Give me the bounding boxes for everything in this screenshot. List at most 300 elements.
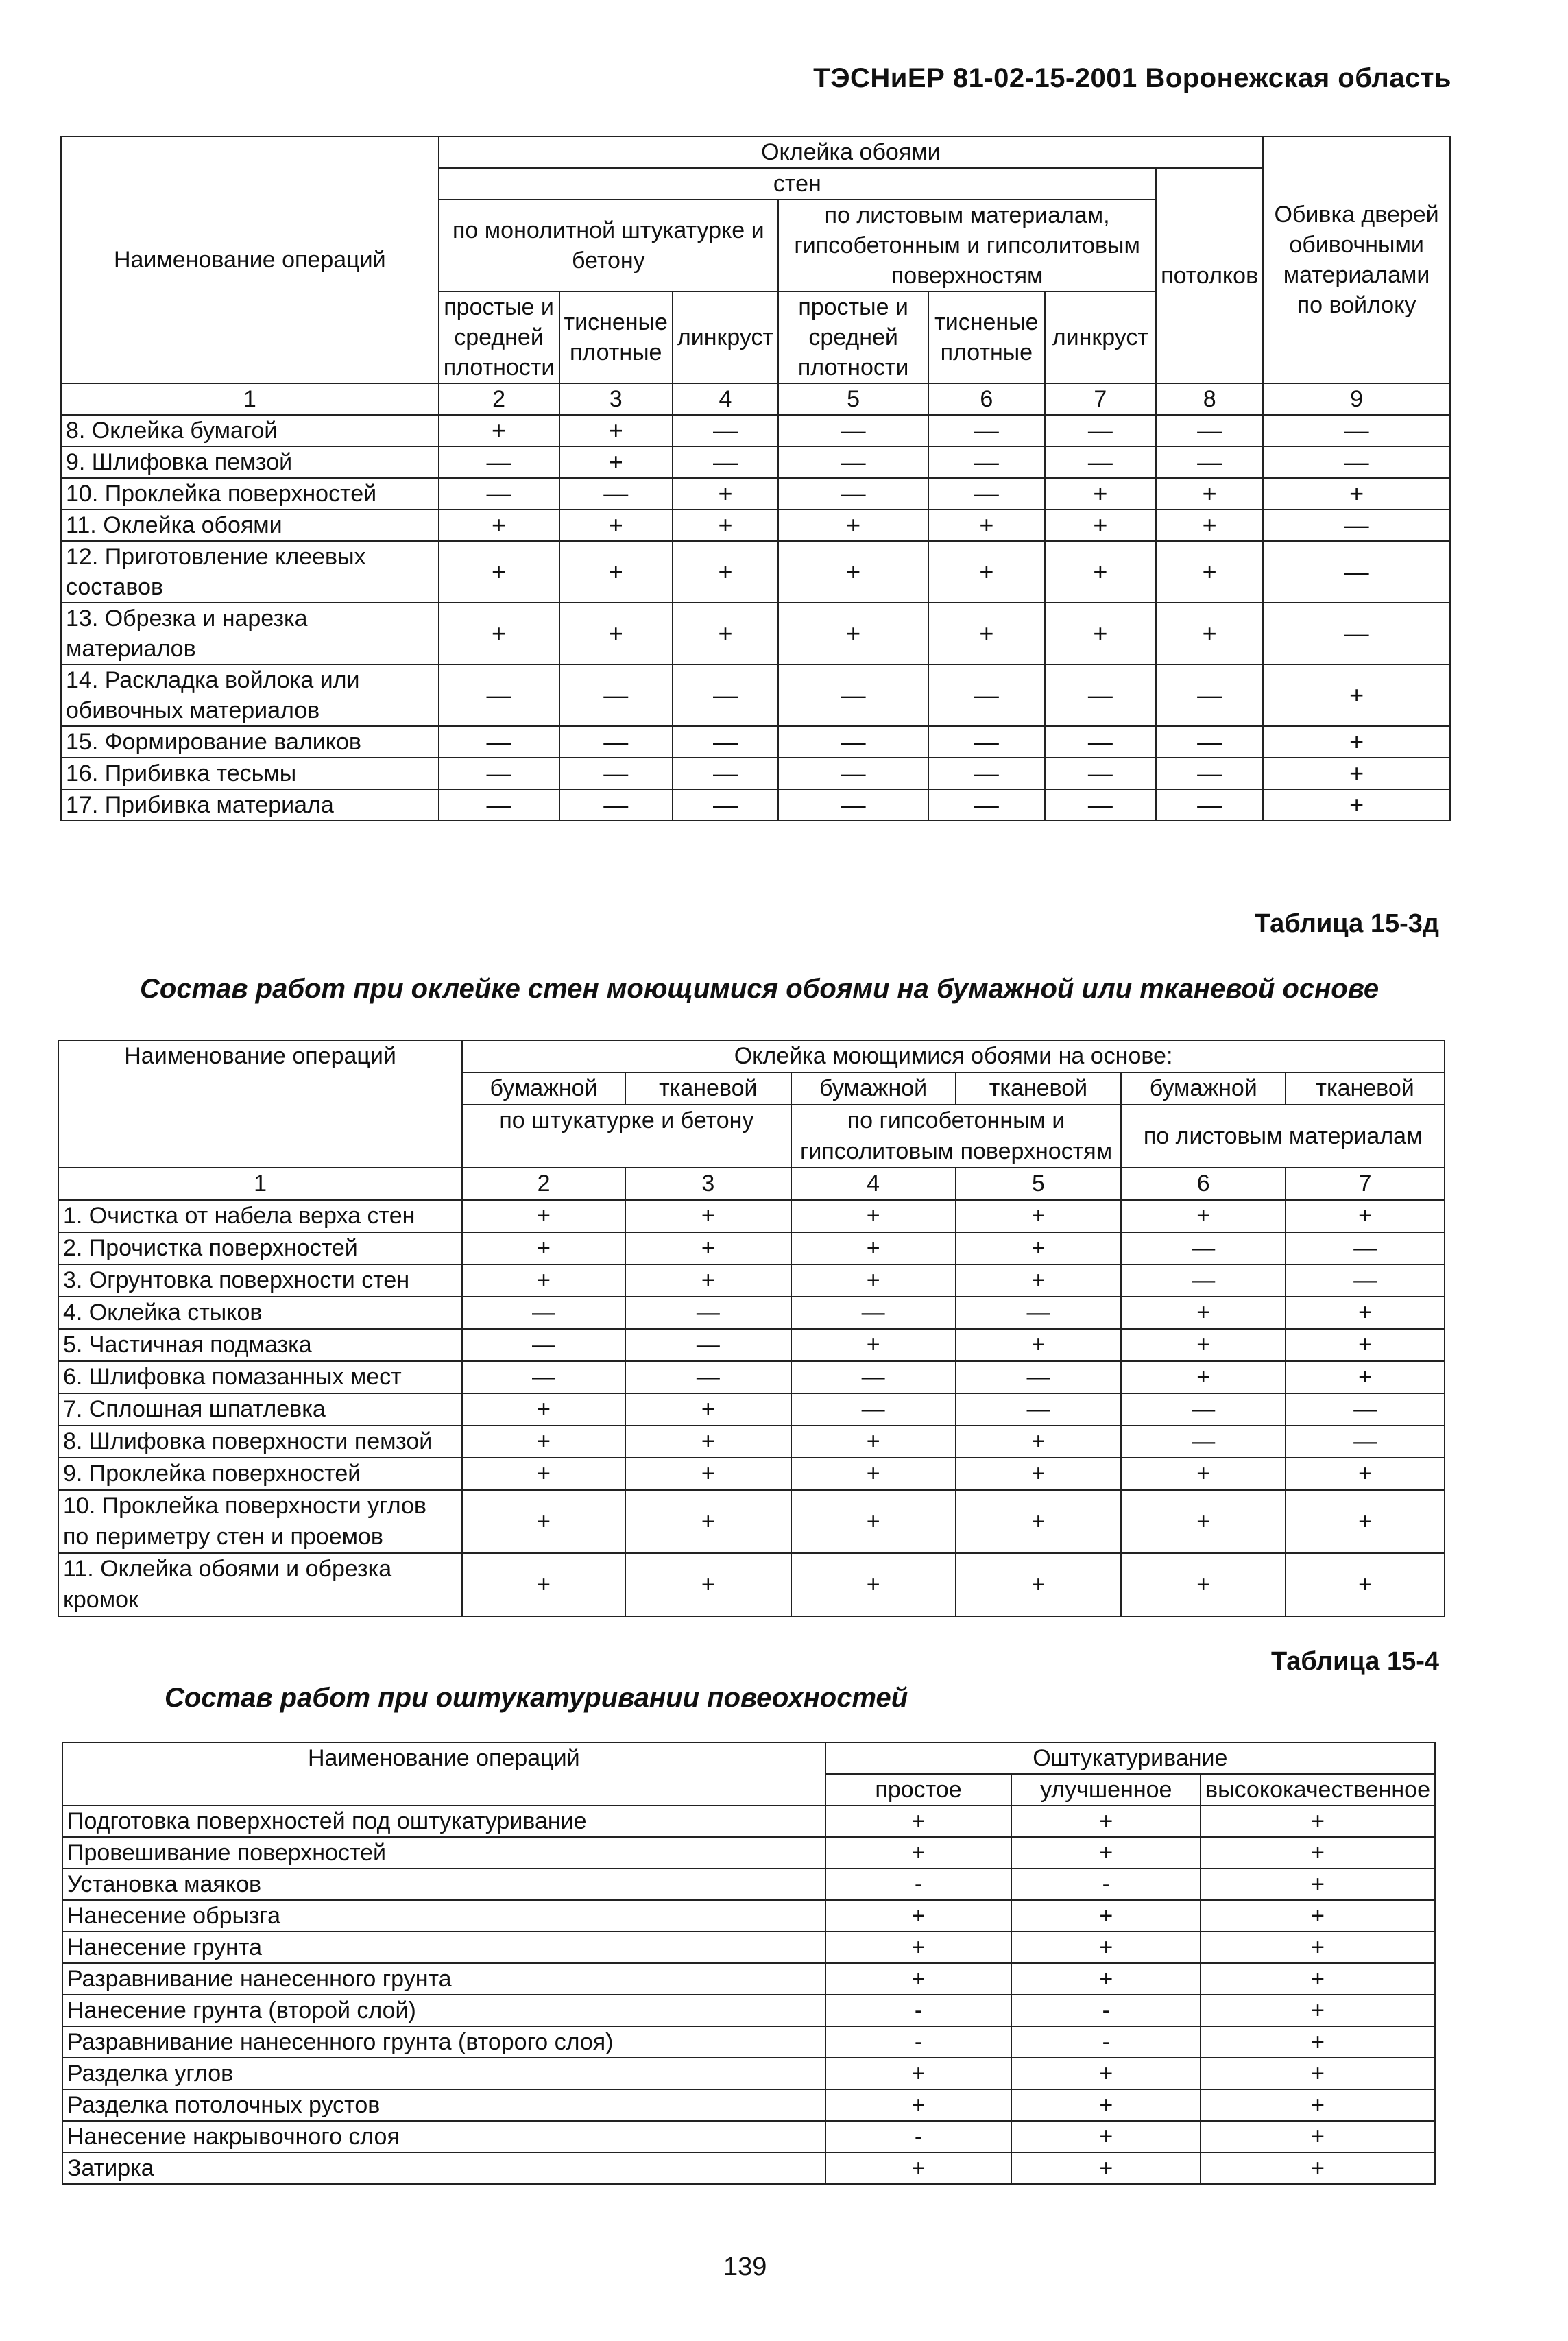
value-cell: +	[791, 1264, 956, 1297]
table-row	[58, 1264, 1445, 1297]
header-obivka: Обивка дверей обивочными материалами по войлоку	[1263, 136, 1450, 383]
value-cell: +	[1286, 1329, 1445, 1361]
value-cell: —	[1286, 1264, 1445, 1297]
table-wallpaper-operations	[60, 136, 1451, 821]
table-row	[58, 1200, 1445, 1232]
value-cell: +	[1201, 1963, 1435, 1995]
value-cell: +	[778, 541, 928, 603]
value-cell: +	[462, 1264, 625, 1297]
value-cell: -	[1011, 1869, 1201, 1900]
value-cell: —	[1045, 664, 1157, 726]
operation-name-cell: 11. Оклейка обоями и обрезка кромок	[58, 1553, 462, 1616]
table-row	[58, 1393, 1445, 1426]
value-cell: +	[825, 2058, 1012, 2089]
table-row	[62, 1932, 1435, 1963]
header-group-listovye: по листовым материалам	[1121, 1105, 1445, 1168]
operation-name-cell: Нанесение обрызга	[62, 1900, 825, 1932]
header-col7: линкруст	[1045, 291, 1157, 383]
value-cell: +	[791, 1329, 956, 1361]
operation-name-cell: 8. Оклейка бумагой	[61, 415, 439, 446]
operation-name-cell: Разравнивание нанесенного грунта (второго слоя)	[62, 2026, 825, 2058]
value-cell: —	[439, 446, 559, 478]
value-cell: +	[825, 1963, 1012, 1995]
value-cell: —	[1156, 726, 1263, 758]
value-cell: +	[559, 541, 673, 603]
header-bumazhnoj: бумажной	[462, 1072, 625, 1105]
value-cell: +	[1156, 603, 1263, 664]
header-vysokokachestvennoe: высококачественное	[1201, 1774, 1435, 1805]
value-cell: —	[625, 1297, 791, 1329]
value-cell: +	[1011, 2058, 1201, 2089]
operation-name-cell: 4. Оклейка стыков	[58, 1297, 462, 1329]
value-cell: +	[778, 603, 928, 664]
value-cell: +	[1286, 1297, 1445, 1329]
value-cell: —	[439, 726, 559, 758]
value-cell: +	[956, 1553, 1122, 1616]
value-cell: +	[825, 1932, 1012, 1963]
table-row	[58, 1458, 1445, 1490]
value-cell: —	[791, 1393, 956, 1426]
value-cell: +	[625, 1200, 791, 1232]
operation-name-cell: Разделка потолочных рустов	[62, 2089, 825, 2121]
value-cell: +	[825, 2089, 1012, 2121]
col-num: 7	[1045, 383, 1157, 415]
header-group-gipsobeton: по гипсобетонным и гипсолитовым поверхностям	[791, 1105, 1122, 1168]
col-num: 3	[625, 1168, 791, 1200]
value-cell: -	[825, 2121, 1012, 2152]
value-cell: +	[956, 1426, 1122, 1458]
table-row	[61, 415, 1450, 446]
table-row	[62, 1900, 1435, 1932]
value-cell: —	[1121, 1232, 1286, 1264]
operation-name-cell: 10. Проклейка поверхности углов по периметру стен и проемов	[58, 1490, 462, 1553]
operation-name-cell: 2. Прочистка поверхностей	[58, 1232, 462, 1264]
operation-name-cell: 12. Приготовление клеевых составов	[61, 541, 439, 603]
value-cell: —	[956, 1361, 1122, 1393]
value-cell: +	[462, 1553, 625, 1616]
value-cell: —	[928, 789, 1044, 821]
operation-name-cell: 9. Шлифовка пемзой	[61, 446, 439, 478]
value-cell: +	[462, 1393, 625, 1426]
value-cell: +	[1286, 1200, 1445, 1232]
header-operation-name: Наименование операций	[58, 1040, 462, 1168]
table-row	[62, 2058, 1435, 2089]
value-cell: —	[1286, 1426, 1445, 1458]
operation-name-cell: 1. Очистка от набела верха стен	[58, 1200, 462, 1232]
table-row	[61, 541, 1450, 603]
table2-label: Таблица 15-3д	[1254, 909, 1439, 938]
value-cell: +	[1201, 1932, 1435, 1963]
value-cell: +	[1011, 1932, 1201, 1963]
value-cell: —	[1263, 509, 1450, 541]
table-row	[62, 1995, 1435, 2026]
header-operation-name: Наименование операций	[61, 136, 439, 383]
value-cell: —	[928, 446, 1044, 478]
value-cell: +	[462, 1200, 625, 1232]
col-num: 8	[1156, 383, 1263, 415]
value-cell: —	[778, 726, 928, 758]
operation-name-cell: 6. Шлифовка помазанных мест	[58, 1361, 462, 1393]
value-cell: —	[559, 789, 673, 821]
value-cell: +	[1201, 1900, 1435, 1932]
value-cell: +	[673, 603, 778, 664]
value-cell: +	[439, 603, 559, 664]
value-cell: +	[439, 509, 559, 541]
col-num: 5	[778, 383, 928, 415]
value-cell: -	[825, 1869, 1012, 1900]
header-bumazhnoj: бумажной	[791, 1072, 956, 1105]
value-cell: +	[1011, 2121, 1201, 2152]
value-cell: —	[673, 415, 778, 446]
header-prostoe: простое	[825, 1774, 1012, 1805]
operation-name-cell: 15. Формирование валиков	[61, 726, 439, 758]
header-tkanevoj: тканевой	[1286, 1072, 1445, 1105]
operation-name-cell: 7. Сплошная шпатлевка	[58, 1393, 462, 1426]
value-cell: +	[791, 1426, 956, 1458]
value-cell: +	[559, 603, 673, 664]
col-num: 1	[61, 383, 439, 415]
value-cell: +	[956, 1458, 1122, 1490]
table-row	[62, 2121, 1435, 2152]
value-cell: +	[673, 478, 778, 509]
header-operation-name: Наименование операций	[62, 1742, 825, 1805]
col-num: 2	[462, 1168, 625, 1200]
value-cell: —	[1263, 446, 1450, 478]
value-cell: -	[1011, 2026, 1201, 2058]
value-cell: —	[462, 1329, 625, 1361]
value-cell: +	[956, 1232, 1122, 1264]
value-cell: +	[956, 1490, 1122, 1553]
header-bumazhnoj: бумажной	[1121, 1072, 1286, 1105]
value-cell: —	[439, 664, 559, 726]
table-row	[61, 789, 1450, 821]
value-cell: —	[1121, 1426, 1286, 1458]
value-cell: —	[1156, 664, 1263, 726]
header-col6: тисненые плотные	[928, 291, 1044, 383]
col-num: 6	[928, 383, 1044, 415]
table-row	[62, 2152, 1435, 2184]
operation-name-cell: Разделка углов	[62, 2058, 825, 2089]
value-cell: +	[1011, 1805, 1201, 1837]
value-cell: —	[778, 415, 928, 446]
value-cell: +	[1201, 1995, 1435, 2026]
value-cell: —	[1121, 1393, 1286, 1426]
value-cell: +	[559, 415, 673, 446]
value-cell: —	[928, 726, 1044, 758]
table3-title: Состав работ при оштукатуривании повеохностей	[165, 1683, 908, 1713]
header-listovye: по листовым материалам, гипсобетонным и гипсолитовым поверхностям	[778, 200, 1156, 291]
table3-label: Таблица 15-4	[1271, 1647, 1439, 1676]
value-cell: —	[1121, 1264, 1286, 1297]
value-cell: +	[559, 509, 673, 541]
value-cell: —	[673, 758, 778, 789]
value-cell: +	[439, 541, 559, 603]
value-cell: +	[1011, 1900, 1201, 1932]
value-cell: +	[462, 1426, 625, 1458]
value-cell: +	[1045, 478, 1157, 509]
value-cell: +	[462, 1490, 625, 1553]
value-cell: —	[559, 664, 673, 726]
value-cell: +	[791, 1458, 956, 1490]
operation-name-cell: Установка маяков	[62, 1869, 825, 1900]
table-row	[58, 1329, 1445, 1361]
value-cell: +	[1286, 1490, 1445, 1553]
value-cell: +	[928, 509, 1044, 541]
value-cell: +	[625, 1458, 791, 1490]
value-cell: +	[928, 603, 1044, 664]
operation-name-cell: Подготовка поверхностей под оштукатуривание	[62, 1805, 825, 1837]
value-cell: —	[1045, 758, 1157, 789]
value-cell: —	[439, 478, 559, 509]
value-cell: +	[791, 1200, 956, 1232]
col-num: 4	[791, 1168, 956, 1200]
value-cell: +	[1156, 541, 1263, 603]
operation-name-cell: 8. Шлифовка поверхности пемзой	[58, 1426, 462, 1458]
value-cell: —	[559, 758, 673, 789]
header-col5: простые и средней плотности	[778, 291, 928, 383]
table-row	[58, 1426, 1445, 1458]
table-row	[61, 478, 1450, 509]
operation-name-cell: 13. Обрезка и нарезка материалов	[61, 603, 439, 664]
value-cell: -	[1011, 1995, 1201, 2026]
value-cell: -	[825, 2026, 1012, 2058]
value-cell: —	[1045, 789, 1157, 821]
value-cell: +	[1156, 478, 1263, 509]
value-cell: —	[778, 664, 928, 726]
value-cell: +	[1011, 1963, 1201, 1995]
table-row	[58, 1297, 1445, 1329]
value-cell: —	[778, 446, 928, 478]
table-row	[58, 1490, 1445, 1553]
value-cell: +	[1121, 1458, 1286, 1490]
value-cell: +	[439, 415, 559, 446]
operation-name-cell: 11. Оклейка обоями	[61, 509, 439, 541]
col-num: 3	[559, 383, 673, 415]
table-row	[61, 726, 1450, 758]
table-washable-wallpaper	[58, 1040, 1445, 1617]
header-col4: линкруст	[673, 291, 778, 383]
value-cell: +	[1011, 2152, 1201, 2184]
value-cell: +	[1263, 789, 1450, 821]
table-row	[61, 509, 1450, 541]
value-cell: +	[673, 541, 778, 603]
value-cell: —	[778, 789, 928, 821]
value-cell: —	[673, 446, 778, 478]
value-cell: +	[1286, 1361, 1445, 1393]
value-cell: +	[1011, 1837, 1201, 1869]
value-cell: +	[928, 541, 1044, 603]
operation-name-cell: 14. Раскладка войлока или обивочных материалов	[61, 664, 439, 726]
header-potolkov: потолков	[1156, 168, 1263, 383]
header-monolit: по монолитной штукатурке и бетону	[439, 200, 779, 291]
col-num: 6	[1121, 1168, 1286, 1200]
col-num: 2	[439, 383, 559, 415]
value-cell: +	[1121, 1297, 1286, 1329]
value-cell: +	[462, 1458, 625, 1490]
table-row	[62, 1837, 1435, 1869]
value-cell: +	[625, 1393, 791, 1426]
value-cell: —	[956, 1393, 1122, 1426]
operation-name-cell: 3. Огрунтовка поверхности стен	[58, 1264, 462, 1297]
value-cell: +	[673, 509, 778, 541]
value-cell: +	[791, 1490, 956, 1553]
value-cell: —	[791, 1297, 956, 1329]
page-number: 139	[723, 2253, 767, 2281]
value-cell: +	[825, 1837, 1012, 1869]
value-cell: +	[956, 1329, 1122, 1361]
operation-name-cell: 9. Проклейка поверхностей	[58, 1458, 462, 1490]
value-cell: —	[1156, 758, 1263, 789]
value-cell: +	[1263, 664, 1450, 726]
value-cell: —	[673, 726, 778, 758]
value-cell: —	[625, 1329, 791, 1361]
operation-name-cell: 5. Частичная подмазка	[58, 1329, 462, 1361]
value-cell: +	[1201, 1805, 1435, 1837]
value-cell: —	[778, 758, 928, 789]
header-uluchshennoe: улучшенное	[1011, 1774, 1201, 1805]
table-row	[61, 446, 1450, 478]
value-cell: —	[673, 789, 778, 821]
value-cell: —	[1263, 415, 1450, 446]
table-row	[62, 1805, 1435, 1837]
value-cell: +	[1286, 1458, 1445, 1490]
table-row	[58, 1553, 1445, 1616]
value-cell: —	[928, 664, 1044, 726]
value-cell: +	[1121, 1490, 1286, 1553]
value-cell: +	[1263, 726, 1450, 758]
document-header: ТЭСНиЕР 81-02-15-2001 Воронежская область	[813, 63, 1451, 93]
value-cell: +	[1121, 1553, 1286, 1616]
col-num: 4	[673, 383, 778, 415]
value-cell: —	[439, 758, 559, 789]
value-cell: +	[1121, 1361, 1286, 1393]
value-cell: +	[1011, 2089, 1201, 2121]
value-cell: +	[462, 1232, 625, 1264]
table-row	[61, 603, 1450, 664]
value-cell: —	[1286, 1393, 1445, 1426]
value-cell: +	[1201, 2121, 1435, 2152]
value-cell: +	[625, 1490, 791, 1553]
value-cell: —	[1286, 1232, 1445, 1264]
header-col2: простые и средней плотности	[439, 291, 559, 383]
value-cell: +	[1201, 2058, 1435, 2089]
col-num: 5	[956, 1168, 1122, 1200]
value-cell: —	[791, 1361, 956, 1393]
value-cell: +	[1156, 509, 1263, 541]
header-sten: стен	[439, 168, 1157, 200]
value-cell: +	[625, 1553, 791, 1616]
value-cell: +	[1286, 1553, 1445, 1616]
value-cell: —	[462, 1297, 625, 1329]
value-cell: —	[1263, 541, 1450, 603]
value-cell: +	[1045, 603, 1157, 664]
header-tkanevoj: тканевой	[956, 1072, 1122, 1105]
value-cell: +	[825, 1805, 1012, 1837]
col-num: 9	[1263, 383, 1450, 415]
column-number-row	[58, 1168, 1445, 1200]
value-cell: +	[1121, 1329, 1286, 1361]
value-cell: +	[625, 1426, 791, 1458]
value-cell: +	[1201, 1869, 1435, 1900]
value-cell: +	[625, 1232, 791, 1264]
value-cell: —	[462, 1361, 625, 1393]
header-group-shtukaturka: по штукатурке и бетону	[462, 1105, 791, 1168]
value-cell: —	[956, 1297, 1122, 1329]
table-row	[61, 664, 1450, 726]
table-row	[58, 1361, 1445, 1393]
value-cell: +	[956, 1264, 1122, 1297]
operation-name-cell: Разравнивание нанесенного грунта	[62, 1963, 825, 1995]
value-cell: +	[1121, 1200, 1286, 1232]
value-cell: —	[1156, 446, 1263, 478]
value-cell: —	[1045, 415, 1157, 446]
operation-name-cell: Нанесение накрывочного слоя	[62, 2121, 825, 2152]
operation-name-cell: 10. Проклейка поверхностей	[61, 478, 439, 509]
value-cell: +	[559, 446, 673, 478]
value-cell: +	[625, 1264, 791, 1297]
value-cell: +	[1263, 758, 1450, 789]
value-cell: +	[1263, 478, 1450, 509]
header-main: Оштукатуривание	[825, 1742, 1435, 1774]
value-cell: +	[778, 509, 928, 541]
table-row	[58, 1232, 1445, 1264]
value-cell: —	[559, 726, 673, 758]
value-cell: —	[1156, 789, 1263, 821]
value-cell: —	[559, 478, 673, 509]
value-cell: —	[928, 478, 1044, 509]
col-num: 1	[58, 1168, 462, 1200]
value-cell: +	[825, 1900, 1012, 1932]
value-cell: +	[956, 1200, 1122, 1232]
header-main: Оклейка моющимися обоями на основе:	[462, 1040, 1445, 1072]
table-row	[62, 2026, 1435, 2058]
value-cell: -	[825, 1995, 1012, 2026]
value-cell: —	[928, 758, 1044, 789]
table-plastering	[62, 1742, 1436, 2185]
value-cell: +	[791, 1232, 956, 1264]
table-row	[62, 1869, 1435, 1900]
value-cell: +	[825, 2152, 1012, 2184]
value-cell: +	[1201, 2089, 1435, 2121]
value-cell: —	[625, 1361, 791, 1393]
operation-name-cell: 16. Прибивка тесьмы	[61, 758, 439, 789]
value-cell: +	[1045, 509, 1157, 541]
value-cell: —	[1156, 415, 1263, 446]
operation-name-cell: 17. Прибивка материала	[61, 789, 439, 821]
value-cell: —	[439, 789, 559, 821]
value-cell: +	[1045, 541, 1157, 603]
value-cell: —	[778, 478, 928, 509]
operation-name-cell: Нанесение грунта	[62, 1932, 825, 1963]
value-cell: +	[791, 1553, 956, 1616]
operation-name-cell: Нанесение грунта (второй слой)	[62, 1995, 825, 2026]
table-row	[62, 1963, 1435, 1995]
header-tkanevoj: тканевой	[625, 1072, 791, 1105]
header-col3: тисненые плотные	[559, 291, 673, 383]
value-cell: —	[1045, 446, 1157, 478]
operation-name-cell: Затирка	[62, 2152, 825, 2184]
table-row	[61, 758, 1450, 789]
value-cell: —	[1045, 726, 1157, 758]
value-cell: +	[1201, 1837, 1435, 1869]
table-row	[62, 2089, 1435, 2121]
column-number-row	[61, 383, 1450, 415]
operation-name-cell: Провешивание поверхностей	[62, 1837, 825, 1869]
table2-title: Состав работ при оклейке стен моющимися обоями на бумажной или тканевой основе	[140, 974, 1379, 1004]
value-cell: +	[1201, 2152, 1435, 2184]
value-cell: —	[1263, 603, 1450, 664]
value-cell: +	[1201, 2026, 1435, 2058]
